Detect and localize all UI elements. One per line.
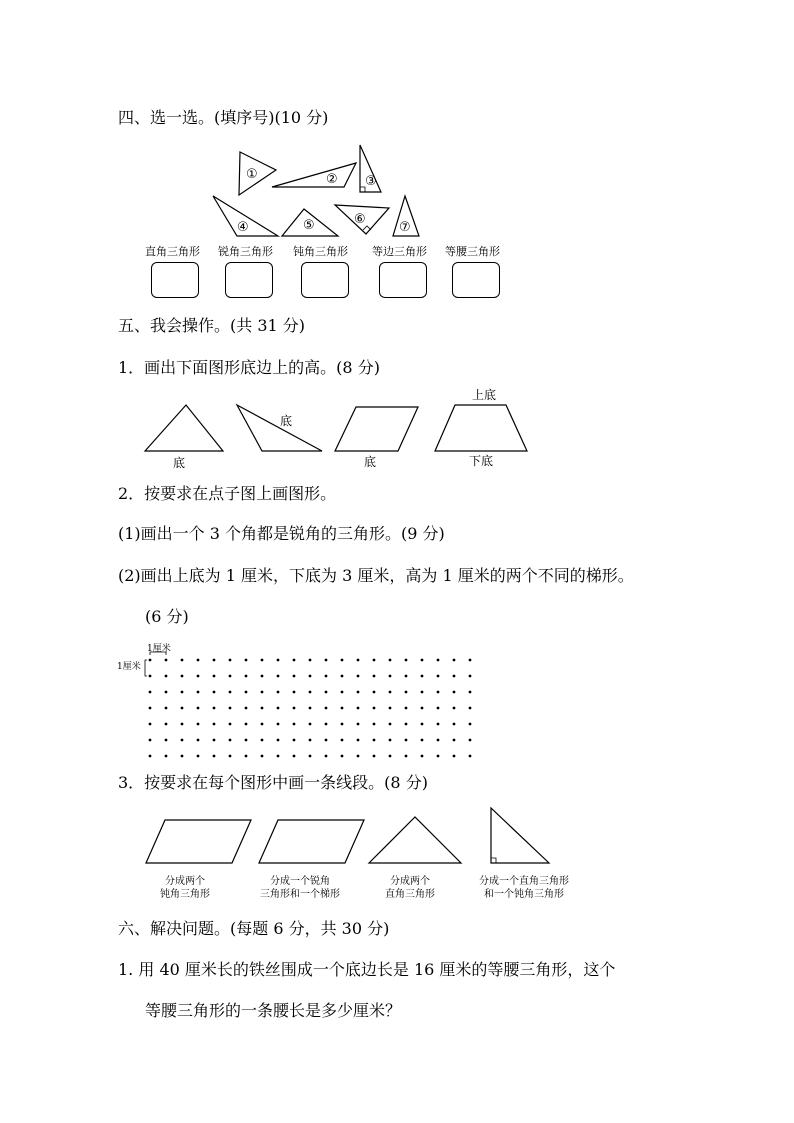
base-label-2: 底 [280, 414, 293, 428]
grid-dot [229, 739, 232, 742]
grid-dot [261, 675, 264, 678]
grid-dot [389, 691, 392, 694]
grid-dot [421, 723, 424, 726]
grid-dot [405, 659, 408, 662]
grid-dot [437, 691, 440, 694]
grid-dot [293, 755, 296, 758]
q6-1-line1: 1. 用 40 厘米长的铁丝围成一个底边长是 16 厘米的等腰三角形，这个 [118, 960, 616, 979]
right-angle-mark [491, 858, 496, 863]
grid-dot [437, 739, 440, 742]
grid-dot [469, 723, 472, 726]
grid-dot [213, 755, 216, 758]
grid-dot [357, 691, 360, 694]
grid-dot [357, 723, 360, 726]
shape-label-6: ⑥ [354, 212, 366, 227]
grid-dot [373, 691, 376, 694]
grid-dot [309, 739, 312, 742]
grid-dot [213, 659, 216, 662]
grid-dot [437, 659, 440, 662]
caption-1-line1: 分成两个 [165, 876, 205, 887]
section5-heading: 五、我会操作。(共 31 分) [118, 316, 306, 335]
grid-dot [277, 659, 280, 662]
grid-dot [261, 723, 264, 726]
category-isosceles-triangle: 等腰三角形 [445, 245, 500, 258]
bottom-base-label: 下底 [469, 454, 494, 468]
grid-dot [293, 675, 296, 678]
grid-dot [341, 675, 344, 678]
unit-bracket-horizontal [150, 652, 166, 655]
shape-label-5: ⑤ [303, 218, 315, 233]
grid-dot [277, 723, 280, 726]
grid-dot [341, 659, 344, 662]
grid-dot [293, 659, 296, 662]
grid-dot [213, 739, 216, 742]
grid-dot [341, 707, 344, 710]
grid-dot [213, 691, 216, 694]
category-right-triangle: 直角三角形 [145, 245, 200, 258]
grid-dot [341, 739, 344, 742]
trapezoid-a [435, 405, 527, 451]
grid-dot [277, 675, 280, 678]
grid-dot [213, 707, 216, 710]
grid-dot [261, 659, 264, 662]
grid-dot [149, 723, 152, 726]
grid-dot [357, 739, 360, 742]
grid-dot [389, 755, 392, 758]
grid-dot [165, 707, 168, 710]
grid-dot [469, 739, 472, 742]
parallelogram-a [335, 407, 418, 451]
grid-dot [245, 691, 248, 694]
q5-2-part2: (2)画出上底为 1 厘米，下底为 3 厘米，高为 1 厘米的两个不同的梯形。 [118, 566, 634, 585]
parallelogram-c [259, 820, 364, 863]
grid-dot [373, 659, 376, 662]
grid-dot [325, 723, 328, 726]
grid-dot [309, 723, 312, 726]
grid-dot [197, 739, 200, 742]
caption-1-line2: 钝角三角形 [160, 889, 210, 900]
triangle-2 [272, 163, 356, 187]
grid-dot [165, 691, 168, 694]
section6-heading: 六、解决问题。(每题 6 分，共 30 分) [118, 919, 390, 938]
grid-dot [309, 675, 312, 678]
grid-dot [309, 707, 312, 710]
triangle-a [145, 405, 223, 451]
grid-dot [357, 707, 360, 710]
grid-dot [229, 675, 232, 678]
grid-dot [389, 675, 392, 678]
category-obtuse-triangle: 钝角三角形 [293, 245, 348, 258]
grid-dot [453, 723, 456, 726]
unit-label-horizontal: 1厘米 [147, 644, 171, 654]
grid-dot [181, 707, 184, 710]
triangle-b [237, 405, 322, 451]
grid-dot [149, 675, 152, 678]
answer-box-isosceles[interactable] [452, 262, 500, 298]
shape-label-3: ③ [365, 174, 377, 189]
grid-dot [277, 691, 280, 694]
grid-dot [341, 691, 344, 694]
unit-label-vertical: 1厘米 [117, 662, 141, 672]
grid-dot [469, 675, 472, 678]
grid-dot [277, 755, 280, 758]
grid-dot [373, 723, 376, 726]
caption-4-line1: 分成一个直角三角形 [479, 876, 569, 887]
unit-bracket-vertical [145, 660, 147, 676]
grid-dot [357, 755, 360, 758]
grid-dot [453, 755, 456, 758]
grid-dot [453, 659, 456, 662]
grid-dot [165, 675, 168, 678]
grid-dot [245, 659, 248, 662]
base-label-3: 底 [364, 455, 377, 469]
grid-dot [197, 675, 200, 678]
grid-dot [373, 755, 376, 758]
grid-dot [165, 755, 168, 758]
answer-box-obtuse[interactable] [301, 262, 349, 298]
grid-dot [437, 723, 440, 726]
caption-2-line2: 三角形和一个梯形 [260, 889, 340, 900]
shape-label-1: ① [246, 167, 258, 182]
grid-dot [293, 739, 296, 742]
height-shapes-figure [0, 380, 794, 480]
section4-heading: 四、选一选。(填序号)(10 分) [118, 108, 329, 127]
grid-dot [213, 675, 216, 678]
grid-dot [389, 739, 392, 742]
shape-label-4: ④ [237, 220, 249, 235]
grid-dot [469, 755, 472, 758]
q5-2-text: 2．按要求在点子图上画图形。 [118, 484, 337, 503]
grid-dot [325, 691, 328, 694]
grid-dot [229, 707, 232, 710]
grid-dot [453, 675, 456, 678]
grid-dot [149, 755, 152, 758]
grid-dot [421, 691, 424, 694]
shape-label-7: ⑦ [399, 220, 411, 235]
grid-dot [261, 707, 264, 710]
caption-2-line1: 分成一个锐角 [270, 876, 330, 887]
grid-dot [373, 675, 376, 678]
isosceles-triangle [369, 817, 461, 863]
grid-dot [469, 691, 472, 694]
grid-dot [293, 723, 296, 726]
grid-dot [469, 659, 472, 662]
grid-dot [181, 723, 184, 726]
grid-dot [389, 723, 392, 726]
grid-dot [437, 707, 440, 710]
grid-dot [197, 755, 200, 758]
grid-dot [325, 755, 328, 758]
grid-dot [149, 691, 152, 694]
grid-dot [245, 755, 248, 758]
grid-dot [421, 755, 424, 758]
grid-dot [181, 755, 184, 758]
grid-dot [453, 691, 456, 694]
q5-1-text: 1．画出下面图形底边上的高。(8 分) [118, 358, 380, 377]
grid-dot [149, 659, 152, 662]
category-equilateral-triangle: 等边三角形 [372, 245, 427, 258]
grid-dot [405, 691, 408, 694]
q5-2-part2-score: (6 分) [145, 607, 189, 626]
parallelogram-b [146, 820, 251, 863]
grid-dot [181, 675, 184, 678]
grid-dot [149, 707, 152, 710]
caption-3-line1: 分成两个 [390, 876, 430, 887]
grid-dot [181, 659, 184, 662]
grid-dot [293, 707, 296, 710]
grid-dot [229, 723, 232, 726]
grid-dot [245, 675, 248, 678]
grid-dot [245, 723, 248, 726]
grid-dot [421, 707, 424, 710]
grid-dot [165, 723, 168, 726]
grid-dot [229, 659, 232, 662]
answer-box-acute[interactable] [225, 262, 273, 298]
grid-dot [421, 659, 424, 662]
grid-dot [325, 675, 328, 678]
grid-dot [341, 755, 344, 758]
grid-dot [165, 659, 168, 662]
top-base-label: 上底 [472, 388, 497, 402]
grid-dot [277, 707, 280, 710]
shape-label-2: ② [326, 172, 338, 187]
grid-dot [261, 755, 264, 758]
caption-3-line2: 直角三角形 [385, 889, 435, 900]
grid-dot [213, 723, 216, 726]
base-label-1: 底 [173, 456, 186, 470]
grid-dot [453, 707, 456, 710]
grid-dot [325, 739, 328, 742]
right-triangle [491, 808, 549, 863]
dot-grid[interactable] [140, 650, 480, 760]
grid-dot [325, 659, 328, 662]
grid-dot [293, 691, 296, 694]
grid-dot [421, 739, 424, 742]
grid-dot [245, 707, 248, 710]
grid-dot [229, 755, 232, 758]
grid-dot [309, 755, 312, 758]
grid-dot [405, 723, 408, 726]
grid-dot [149, 739, 152, 742]
grid-dot [437, 675, 440, 678]
grid-dot [453, 739, 456, 742]
grid-dot [261, 739, 264, 742]
grid-dot [357, 659, 360, 662]
grid-dot [197, 691, 200, 694]
grid-dot [261, 691, 264, 694]
grid-dot [309, 691, 312, 694]
grid-dot [405, 739, 408, 742]
grid-dot [165, 739, 168, 742]
grid-dot [197, 707, 200, 710]
grid-dot [373, 707, 376, 710]
grid-dot [357, 675, 360, 678]
grid-dot [245, 739, 248, 742]
grid-dot [341, 723, 344, 726]
grid-dot [389, 707, 392, 710]
grid-dot [325, 707, 328, 710]
grid-dot [437, 755, 440, 758]
grid-dot [373, 739, 376, 742]
grid-dot [469, 707, 472, 710]
caption-4-line2: 和一个钝角三角形 [484, 889, 564, 900]
grid-dot [181, 739, 184, 742]
q5-3-text: 3．按要求在每个图形中画一条线段。(8 分) [118, 773, 428, 792]
split-shapes-figure [0, 800, 794, 870]
q5-2-part1: (1)画出一个 3 个角都是锐角的三角形。(9 分) [118, 524, 445, 543]
category-acute-triangle: 锐角三角形 [218, 245, 273, 258]
grid-dot [389, 659, 392, 662]
grid-dot [405, 707, 408, 710]
grid-dot [405, 755, 408, 758]
answer-box-equilateral[interactable] [379, 262, 427, 298]
grid-dot [277, 739, 280, 742]
grid-dot [197, 723, 200, 726]
grid-dot [197, 659, 200, 662]
q6-1-line2: 等腰三角形的一条腰长是多少厘米？ [145, 1001, 402, 1020]
answer-box-right[interactable] [151, 262, 199, 298]
grid-dot [405, 675, 408, 678]
grid-dot [309, 659, 312, 662]
grid-dot [421, 675, 424, 678]
grid-dot [229, 691, 232, 694]
grid-dot [181, 691, 184, 694]
